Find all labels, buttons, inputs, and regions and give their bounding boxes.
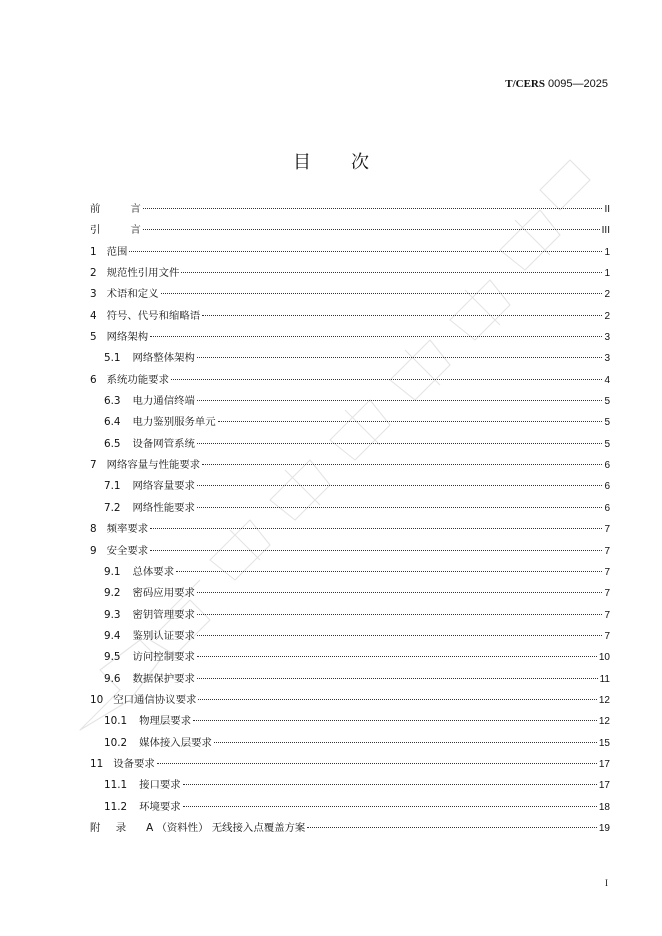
toc-entry-label: 鉴别认证要求	[132, 629, 195, 642]
toc-leader-dots	[197, 484, 603, 486]
toc-entry-page: 12	[598, 716, 610, 728]
toc-leader-dots	[157, 762, 597, 764]
toc-entry-number: 11.2	[104, 800, 128, 813]
toc-entry[interactable]	[90, 285, 610, 306]
toc-entry-label: 设备网管系统	[132, 437, 195, 450]
toc-entry-label: 数据保护要求	[132, 672, 195, 685]
page-number: I	[605, 878, 608, 888]
toc-leader-dots	[197, 506, 603, 508]
toc-entry-label: A （资料性） 无线接入点覆盖方案	[146, 821, 306, 834]
toc-entry-number: 4	[90, 309, 97, 322]
toc-entry[interactable]	[90, 712, 610, 733]
toc-entry-page: 17	[598, 758, 610, 770]
toc-entry-label: 网络架构	[106, 331, 149, 344]
standard-code: T/CERS 0095—2025	[505, 78, 608, 90]
toc-entry-number: 2	[90, 267, 97, 280]
toc-entry-number: 1	[90, 245, 97, 258]
toc-entry-page: 5	[604, 417, 610, 429]
toc-entry-page: 1	[604, 268, 610, 280]
toc-entry-label: 设备要求	[113, 757, 155, 770]
toc-entry[interactable]	[90, 648, 610, 669]
toc-leader-dots	[150, 335, 602, 337]
toc-entry-label: 网络整体架构	[132, 352, 195, 365]
toc-entry[interactable]	[90, 542, 610, 563]
toc-entry-page: 2	[604, 310, 610, 322]
toc-leader-dots	[143, 207, 603, 209]
toc-entry-number: 10.2	[104, 736, 128, 749]
toc-entry-page: 7	[604, 524, 610, 536]
toc-entry[interactable]	[90, 584, 610, 605]
toc-entry-page: 2	[604, 289, 610, 301]
toc-entry-page: 19	[598, 822, 610, 834]
toc-entry-page: 12	[598, 694, 610, 706]
toc-entry-number: 10.1	[104, 715, 128, 728]
table-of-contents	[90, 200, 610, 840]
toc-entry-label: 频率要求	[106, 523, 149, 536]
toc-leader-dots	[183, 783, 597, 785]
toc-leader-dots	[307, 826, 597, 828]
toc-entry-page: 5	[604, 396, 610, 408]
toc-entry-label: 范围	[106, 245, 128, 258]
toc-entry[interactable]	[90, 627, 610, 648]
toc-entry-label: 安全要求	[106, 544, 149, 557]
toc-entry[interactable]	[90, 477, 610, 498]
toc-entry[interactable]	[90, 349, 610, 370]
toc-entry[interactable]	[90, 819, 610, 840]
toc-entry-label: 总体要求	[132, 565, 175, 578]
toc-leader-dots	[129, 250, 602, 252]
toc-entry[interactable]	[90, 734, 610, 755]
toc-entry-label: 网络容量要求	[132, 480, 195, 493]
toc-entry[interactable]	[90, 392, 610, 413]
toc-entry-label: 密钥管理要求	[132, 608, 195, 621]
toc-entry[interactable]	[90, 776, 610, 797]
toc-entry[interactable]	[90, 264, 610, 285]
toc-entry-number: 3	[90, 288, 97, 301]
toc-entry-number: 6.3	[104, 395, 121, 408]
toc-entry-number: 9.3	[104, 608, 121, 621]
toc-entry[interactable]	[90, 221, 610, 242]
toc-entry-label: 媒体接入层要求	[139, 736, 212, 749]
toc-entry-page: III	[601, 225, 610, 237]
toc-entry[interactable]	[90, 413, 610, 434]
toc-title: 目次	[293, 152, 409, 173]
toc-entry-page: 3	[604, 332, 610, 344]
toc-leader-dots	[197, 356, 603, 358]
toc-entry-number: 6	[90, 373, 97, 386]
toc-leader-dots	[193, 719, 597, 721]
toc-entry-page: 11	[599, 673, 610, 685]
toc-entry-label: 系统功能要求	[106, 373, 169, 386]
toc-leader-dots	[197, 591, 603, 593]
toc-entry-page: 4	[604, 374, 610, 386]
toc-entry-page: 3	[604, 353, 610, 365]
toc-leader-dots	[171, 378, 602, 380]
toc-leader-dots	[214, 741, 597, 743]
toc-entry-number: 7	[90, 459, 97, 472]
toc-entry[interactable]	[90, 520, 610, 541]
toc-entry-label: 密码应用要求	[132, 587, 195, 600]
toc-entry-number: 6.5	[104, 437, 121, 450]
toc-entry-label: 言	[130, 203, 141, 215]
toc-entry[interactable]	[90, 670, 610, 691]
toc-entry-label: 环境要求	[139, 800, 181, 813]
toc-entry-number: 6.4	[104, 416, 121, 429]
toc-entry-number: 9	[90, 544, 97, 557]
toc-entry-page: 7	[604, 609, 610, 621]
toc-entry-number: 10	[90, 693, 104, 706]
toc-entry-number: 前	[90, 203, 101, 215]
toc-entry[interactable]	[90, 307, 610, 328]
toc-entry[interactable]	[90, 328, 610, 349]
toc-entry-number: 9.4	[104, 629, 121, 642]
toc-leader-dots	[143, 228, 600, 230]
toc-leader-dots	[197, 634, 603, 636]
toc-entry-page: 7	[604, 588, 610, 600]
toc-entry-page: 6	[604, 481, 610, 493]
toc-entry-page: 6	[604, 460, 610, 472]
toc-entry-label: 规范性引用文件	[106, 267, 180, 280]
toc-entry-number: 9.5	[104, 651, 121, 664]
toc-entry-label: 电力通信终端	[132, 395, 195, 408]
toc-entry-label: 言	[130, 224, 141, 237]
toc-entry-number: 8	[90, 523, 97, 536]
toc-entry[interactable]	[90, 371, 610, 392]
toc-leader-dots	[218, 420, 603, 422]
toc-entry-label: 网络性能要求	[132, 501, 195, 514]
toc-entry-number: 9.1	[104, 565, 121, 578]
toc-entry[interactable]	[90, 755, 610, 776]
toc-entry-page: 17	[598, 780, 610, 792]
toc-entry[interactable]	[90, 243, 610, 264]
toc-entry[interactable]	[90, 200, 610, 221]
toc-entry-label: 访问控制要求	[132, 651, 195, 664]
toc-entry[interactable]	[90, 606, 610, 627]
toc-entry[interactable]	[90, 691, 610, 712]
toc-entry-number: 11.1	[104, 779, 128, 792]
toc-entry-label: 空口通信协议要求	[113, 693, 197, 706]
toc-entry-label: 符号、代号和缩略语	[106, 309, 201, 322]
toc-entry-number: 引	[90, 224, 101, 237]
toc-entry-number: 附 录	[90, 821, 133, 834]
toc-entry-number: 9.2	[104, 587, 121, 600]
toc-leader-dots	[183, 805, 597, 807]
toc-entry[interactable]	[90, 435, 610, 456]
toc-entry[interactable]	[90, 499, 610, 520]
toc-entry[interactable]	[90, 798, 610, 819]
toc-leader-dots	[150, 549, 602, 551]
toc-leader-dots	[202, 314, 602, 316]
toc-entry-page: 18	[598, 801, 610, 813]
toc-entry[interactable]	[90, 563, 610, 584]
toc-leader-dots	[181, 271, 602, 273]
toc-entry-page: 15	[598, 737, 610, 749]
toc-entry-page: 5	[604, 438, 610, 450]
toc-entry-page: 7	[604, 545, 610, 557]
toc-leader-dots	[161, 292, 603, 294]
toc-entry-number: 5.1	[104, 352, 121, 365]
toc-leader-dots	[150, 527, 602, 529]
toc-leader-dots	[197, 399, 603, 401]
toc-entry-label: 接口要求	[139, 779, 181, 792]
toc-leader-dots	[202, 463, 602, 465]
toc-entry-page: 7	[604, 566, 610, 578]
toc-entry-number: 7.2	[104, 501, 121, 514]
toc-leader-dots	[197, 655, 597, 657]
toc-entry-page: 10	[598, 652, 610, 664]
toc-entry-label: 术语和定义	[106, 288, 159, 301]
toc-leader-dots	[176, 570, 602, 572]
toc-leader-dots	[197, 613, 603, 615]
toc-entry-label: 电力鉴别服务单元	[132, 416, 216, 429]
toc-entry-number: 9.6	[104, 672, 121, 685]
toc-entry-page: 6	[604, 502, 610, 514]
toc-leader-dots	[197, 442, 603, 444]
toc-entry-number: 7.1	[104, 480, 121, 493]
toc-entry-number: 5	[90, 331, 97, 344]
toc-entry[interactable]	[90, 456, 610, 477]
toc-entry-label: 物理层要求	[139, 715, 192, 728]
toc-entry-number: 11	[90, 757, 104, 770]
toc-leader-dots	[197, 677, 598, 679]
toc-leader-dots	[198, 698, 597, 700]
toc-entry-page: 7	[604, 630, 610, 642]
toc-entry-label: 网络容量与性能要求	[106, 459, 201, 472]
toc-entry-page: 1	[604, 246, 610, 258]
toc-entry-page: II	[604, 204, 610, 215]
